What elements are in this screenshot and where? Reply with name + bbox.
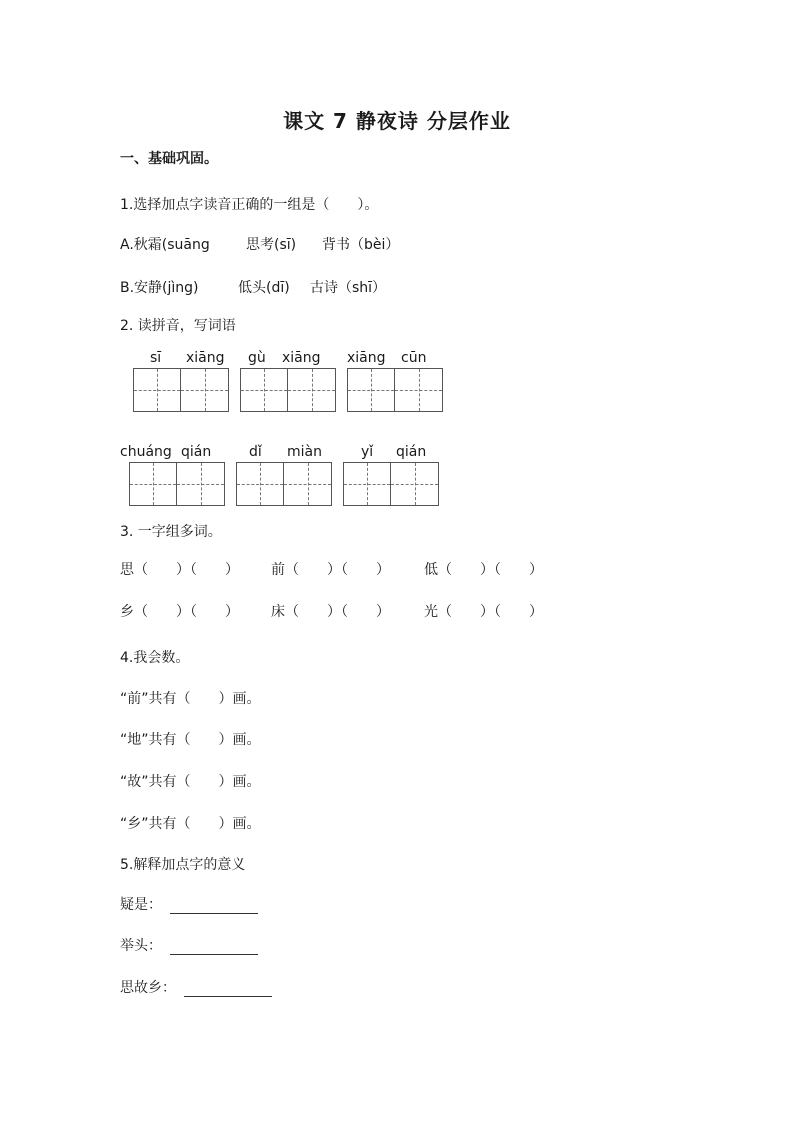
pinyin: chuáng: [120, 444, 172, 460]
grid-cell[interactable]: [343, 462, 391, 506]
q3-item: 乡（ ）（ ）: [120, 604, 239, 620]
grid-cell[interactable]: [181, 368, 229, 412]
grid-cell[interactable]: [177, 462, 225, 506]
q3-item: 低（ ）（ ）: [424, 562, 543, 578]
q1-option-b-2: 低头(dī): [238, 280, 290, 296]
pinyin: cūn: [401, 350, 427, 366]
q4-prompt: 4.我会数。: [120, 650, 190, 666]
q1-option-a-3: 背书（bèi）: [322, 237, 400, 253]
writing-grid[interactable]: [343, 462, 439, 506]
q5-item: [120, 977, 272, 997]
pinyin: dǐ: [249, 444, 262, 460]
q1-prompt: 1.选择加点字读音正确的一组是（ ）。: [120, 197, 379, 213]
writing-grid[interactable]: [133, 368, 229, 412]
q2-prompt: 2. 读拼音，写词语: [120, 318, 236, 334]
grid-cell[interactable]: [129, 462, 177, 506]
q5-item-label: 疑是：: [120, 897, 162, 913]
q5-item-label: 举头：: [120, 938, 162, 954]
answer-blank[interactable]: [170, 940, 258, 955]
pinyin: yǐ: [361, 444, 374, 460]
q5-item-label: 思故乡：: [120, 980, 176, 996]
pinyin: qián: [181, 444, 212, 460]
grid-cell[interactable]: [284, 462, 332, 506]
pinyin: gù: [248, 350, 266, 366]
q5-prompt: 5.解释加点字的意义: [120, 857, 246, 873]
q5-item: [120, 935, 258, 955]
pinyin: sī: [150, 350, 162, 366]
q1-option-a-1: A.秋霜(suāng: [120, 237, 210, 253]
grid-cell[interactable]: [288, 368, 336, 412]
q3-item: 光（ ）（ ）: [424, 604, 543, 620]
answer-blank[interactable]: [184, 982, 272, 997]
writing-grid[interactable]: [236, 462, 332, 506]
page-title: 课文 7 静夜诗 分层作业: [283, 109, 511, 133]
grid-cell[interactable]: [347, 368, 395, 412]
grid-cell[interactable]: [236, 462, 284, 506]
pinyin: xiāng: [186, 350, 225, 366]
writing-grid[interactable]: [347, 368, 443, 412]
q1-option-b-3: 古诗（shī）: [310, 280, 387, 296]
writing-grid[interactable]: [240, 368, 336, 412]
section-heading: 一、基础巩固。: [120, 151, 218, 167]
q1-option-a-2: 思考(sī): [246, 237, 297, 253]
q4-item: “乡”共有（ ）画。: [120, 816, 261, 832]
grid-cell[interactable]: [395, 368, 443, 412]
q3-prompt: 3. 一字组多词。: [120, 524, 222, 540]
answer-blank[interactable]: [170, 899, 258, 914]
writing-grid[interactable]: [129, 462, 225, 506]
q5-item: [120, 894, 258, 914]
pinyin: xiāng: [347, 350, 386, 366]
pinyin: qián: [396, 444, 427, 460]
q4-item: “故”共有（ ）画。: [120, 774, 261, 790]
q3-item: 思（ ）（ ）: [120, 562, 239, 578]
grid-cell[interactable]: [133, 368, 181, 412]
q3-item: 前（ ）（ ）: [271, 562, 390, 578]
grid-cell[interactable]: [240, 368, 288, 412]
q1-option-b-1: B.安静(jìng): [120, 280, 199, 296]
pinyin: xiāng: [282, 350, 321, 366]
q4-item: “地”共有（ ）画。: [120, 732, 261, 748]
grid-cell[interactable]: [391, 462, 439, 506]
q4-item: “前”共有（ ）画。: [120, 691, 261, 707]
pinyin: miàn: [287, 444, 322, 460]
q3-item: 床（ ）（ ）: [271, 604, 390, 620]
